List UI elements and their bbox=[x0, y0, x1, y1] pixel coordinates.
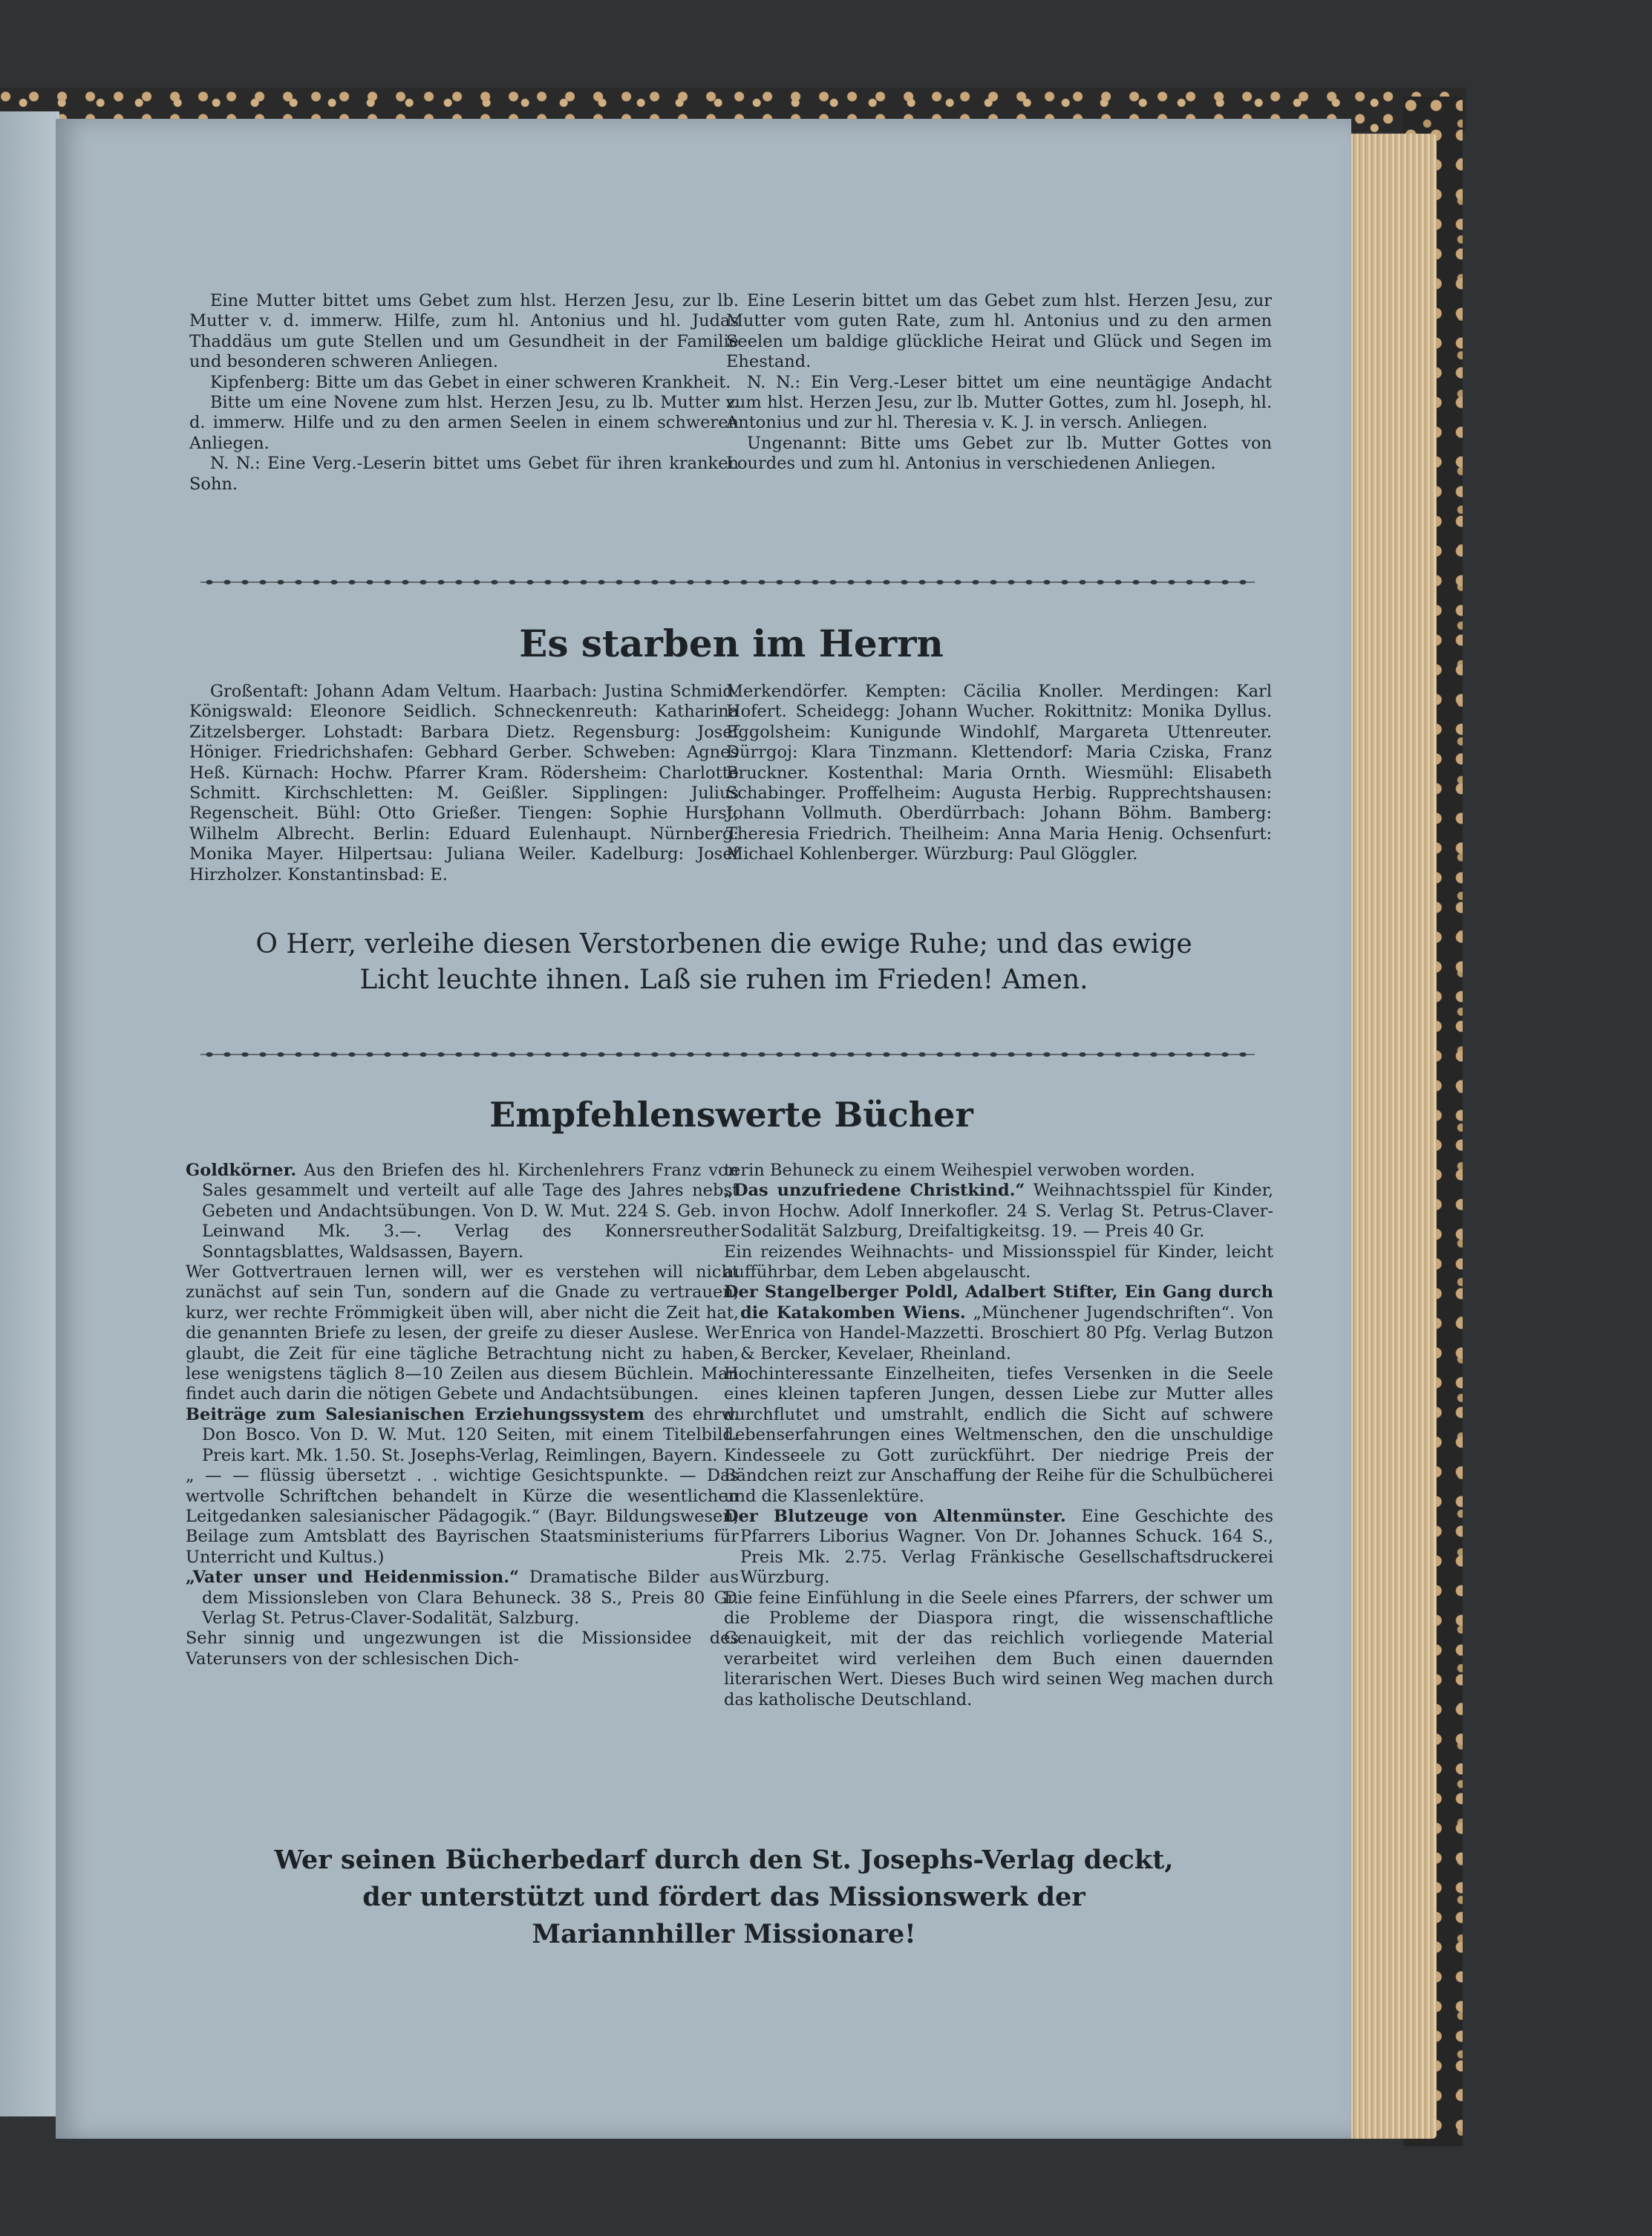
books-heading: Empfehlenswerte Bücher bbox=[489, 1095, 973, 1135]
footer-line-3: Mariannhiller Missionare! bbox=[532, 1919, 916, 1949]
book-title: „Das unzufriedene Christkind.“ bbox=[724, 1181, 1025, 1201]
book-entry bbox=[186, 1568, 739, 1629]
obituary-text: Großentaft: Johann Adam Veltum. Haarbach: Justina Schmid. Königswald: Eleonore Seidlich. Schneckenreuth: Katharina Zitzelsberger. Lohstadt: Barbara Dietz. Regensburg: Josef Höniger. Friedrichshafen: Gebhard Gerber. Schweben: Agnes Heß. Kürnach: Hochw. Pfarrer Kram. Rödersheim: Charlotte Schmitt. Kirchschletten: M. Geißler. Sipplingen: Julius Regenscheit. Bühl: Otto Grießer. Tiengen: Sophie Hurst, Wilhelm Albrecht. Berlin: Eduard Eulenhaupt. Nürnberg: Monika Mayer. Hilpertsau: Juliana Weiler. Kadelburg: Josef Hirzholzer. Konstantinsbad: E. bbox=[189, 682, 739, 884]
book-review: Wer Gottvertrauen lernen will, wer es verstehen will nicht zunächst auf sein Tun, sondern auf die Gnade zu vertrauen, kurz, wer rechte Frömmigkeit üben will, aber nicht die Zeit hat, die genannten Briefe zu lesen, der greife zu dieser Auslese. Wer glaubt, die Zeit für eine tägliche Betrachtung nicht zu haben, lese wenigstens täglich 8—10 Zeilen aus diesem Büchlein. Man findet auch darin die nötigen Gebete und Andachtsübungen. bbox=[186, 1262, 739, 1404]
book-review: Ein reizendes Weihnachts- und Missionsspiel für Kinder, leicht aufführbar, dem Leben abgelauscht. bbox=[724, 1242, 1273, 1282]
prayer-line-1: O Herr, verleihe diesen Verstorbenen die ewige Ruhe; und das ewige bbox=[255, 929, 1192, 959]
requests-left-column bbox=[189, 291, 739, 495]
book-review: Sehr sinnig und ungezwungen ist die Missionsidee des Vaterunsers von der schlesischen Dich- bbox=[186, 1629, 739, 1669]
prayer-line-2: Licht leuchte ihnen. Laß sie ruhen im Frieden! Amen. bbox=[359, 965, 1088, 995]
request-paragraph: Eine Leserin bittet um das Gebet zum hlst. Herzen Jesu, zur Mutter vom guten Rate, zum hl. Antonius und zu den armen Seelen um baldige glückliche Heirat und Glück und Segen im Ehestand. bbox=[726, 291, 1272, 372]
book-entry bbox=[186, 1161, 739, 1262]
book-details: Eine Geschichte des Pfarrers Liborius Wagner. Von Dr. Johannes Schuck. 164 S., Preis Mk. 2.75. Verlag Fränkische Gesellschaftsdruckerei Würzburg. bbox=[740, 1506, 1273, 1588]
book-details: „Münchener Jugendschriften“. Von Enrica von Handel-Mazzetti. Broschiert 80 Pfg. Verlag Butzon & Bercker, Kevelaer, Rheinland. bbox=[740, 1303, 1273, 1363]
obituary-text: Merkendörfer. Kempten: Cäcilia Knoller. Merdingen: Karl Hofert. Scheidegg: Johann Wucher. Rokittnitz: Monika Dyllus. Eggolsheim: Kunigunde Windohlf, Margareta Uttenreuter. Dürrgoj: Klara Tinzmann. Klettendorf: Maria Cziska, Franz Bruckner. Kostenthal: Maria Ornth. Wiesmühl: Elisabeth Schabinger. Proffelheim: Augusta Herbig. Rupprechtshausen: Johann Vollmuth. Oberdürrbach: Johann Böhm. Bamberg: Theresia Friedrich. Theilheim: Anna Maria Henig. Ochsenfurt: Michael Kohlenberger. Würzburg: Paul Glöggler. bbox=[726, 682, 1272, 864]
books-left-column bbox=[186, 1161, 739, 1669]
book-entry bbox=[724, 1282, 1273, 1364]
obituary-right-column bbox=[726, 682, 1272, 865]
request-paragraph: Ungenannt: Bitte ums Gebet zur lb. Mutter Gottes von Lourdes und zum hl. Antonius in verschiedenen Anliegen. bbox=[726, 433, 1272, 474]
book-entry bbox=[186, 1405, 739, 1466]
request-paragraph: Bitte um eine Novene zum hlst. Herzen Jesu, zu lb. Mutter v. d. immerw. Hilfe und zu den armen Seelen in einem schweren Anliegen. bbox=[189, 393, 739, 453]
book-review: Hochinteressante Einzelheiten, tiefes Versenken in die Seele eines kleinen tapferen Jungen, dessen Liebe zur Mutter alles durchflutet und umstrahlt, endlich die Sicht auf schwere Lebenserfahrungen eines Weltmenschen, den die unschuldige Kindesseele zu Gott zurückführt. Der niedrige Preis der Bändchen reizt zur Anschaffung der Reihe für die Schulbücherei und die Klassenlektüre. bbox=[724, 1364, 1273, 1506]
book-entry bbox=[724, 1181, 1273, 1242]
book-review: Die feine Einfühlung in die Seele eines Pfarrers, der schwer um die Probleme der Diaspora ringt, die wissenschaftliche Genauigkeit, mit der das reichlich vorliegende Material verarbeitet wird verleihen dem Buch einen dauernden literarischen Wert. Dieses Buch wird seinen Weg machen durch das katholische Deutschland. bbox=[724, 1588, 1273, 1709]
book-details: Weihnachtsspiel für Kinder, von Hochw. Adolf Innerkofler. 24 S. Verlag St. Petrus-Claver-Sodalität Salzburg, Dreifaltigkeitsg. 19. — Preis 40 Gr. bbox=[740, 1181, 1273, 1242]
facing-page-edge bbox=[0, 111, 59, 2116]
request-paragraph: N. N.: Eine Verg.-Leserin bittet ums Gebet für ihren kranken Sohn. bbox=[189, 454, 739, 494]
ornament-divider bbox=[200, 576, 1255, 588]
request-paragraph: Eine Mutter bittet ums Gebet zum hlst. Herzen Jesu, zur lb. Mutter v. d. immerw. Hilfe, zum hl. Antonius und hl. Judas Thaddäus um gute Stellen und um Gesundheit in der Familie und besonderen schweren Anliegen. bbox=[189, 291, 739, 372]
book-title: Goldkörner. bbox=[186, 1161, 297, 1180]
book-entry bbox=[724, 1507, 1273, 1588]
book-details: Aus den Briefen des hl. Kirchenlehrers Franz von Sales gesammelt und verteilt auf alle Tage des Jahres nebst Gebeten und Andachtsübungen. Von D. W. Mut. 224 S. Geb. in Leinwand Mk. 3.—. Verlag des Konnersreuther Sonntagsblattes, Waldsassen, Bayern. bbox=[202, 1161, 739, 1262]
book-details: Dramatische Bilder aus dem Missionsleben von Clara Behuneck. 38 S., Preis 80 Gr. Verlag St. Petrus-Claver-Sodalität, Salzburg. bbox=[202, 1568, 739, 1628]
book-review: „ — — flüssig übersetzt . . wichtige Gesichtspunkte. — Das wertvolle Schriftchen behandelt in Kürze die wesentlichen Leitgedanken salesianischer Pädagogik.“ (Bayr. Bildungswesen, Beilage zum Amtsblatt des Bayrischen Staatsministeriums für Unterricht und Kultus.) bbox=[186, 1466, 739, 1567]
book-title: „Vater unser und Heidenmission.“ bbox=[186, 1568, 520, 1588]
requests-right-column bbox=[726, 291, 1272, 475]
book-details: des ehrw. Don Bosco. Von D. W. Mut. 120 Seiten, mit einem Titelbild. Preis kart. Mk. 1.50. St. Josephs-Verlag, Reimlingen, Bayern. bbox=[202, 1404, 740, 1465]
request-paragraph: Kipfenberg: Bitte um das Gebet in einer schweren Krankheit. bbox=[210, 372, 731, 392]
book-review: terin Behuneck zu einem Weihespiel verwoben worden. bbox=[724, 1161, 1195, 1180]
book-title: Beiträge zum Salesianischen Erziehungssystem bbox=[186, 1404, 645, 1424]
ornament-divider bbox=[200, 1049, 1255, 1060]
book-title: Der Stangelberger Poldl, Adalbert Stifter, Ein Gang durch die Katakomben Wiens. bbox=[724, 1282, 1273, 1323]
obituary-heading: Es starben im Herrn bbox=[519, 622, 944, 665]
books-right-column bbox=[724, 1161, 1273, 1710]
footer-line-2: der unterstützt und fördert das Missionswerk der bbox=[362, 1882, 1085, 1912]
obituary-left-column bbox=[189, 682, 739, 885]
book-title: Der Blutzeuge von Altenmünster. bbox=[724, 1506, 1066, 1526]
page-edges bbox=[1336, 134, 1437, 2139]
footer-line-1: Wer seinen Bücherbedarf durch den St. Josephs-Verlag deckt, bbox=[274, 1845, 1174, 1875]
page bbox=[56, 119, 1351, 2139]
request-paragraph: N. N.: Ein Verg.-Leser bittet um eine neuntägige Andacht zum hlst. Herzen Jesu, zur lb. Mutter Gottes, zum hl. Joseph, hl. Antonius und zur hl. Theresia v. K. J. in versch. Anliegen. bbox=[726, 372, 1272, 433]
